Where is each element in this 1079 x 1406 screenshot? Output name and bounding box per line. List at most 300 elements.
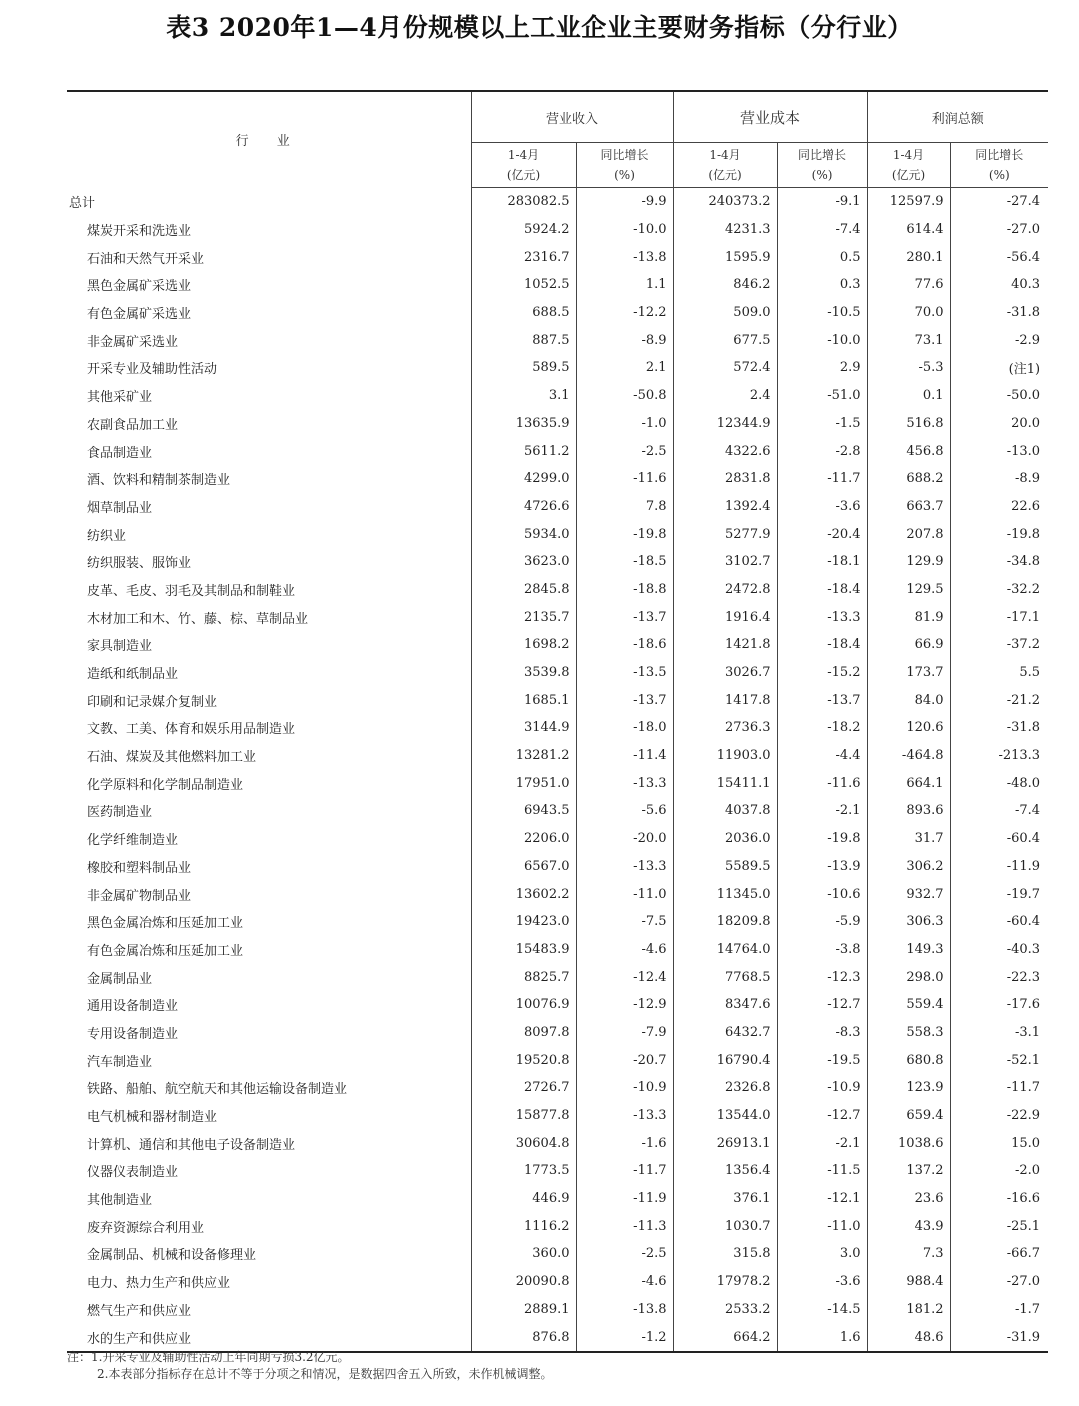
table-cell: -12.1 [777,1185,867,1213]
table-cell: 3102.7 [673,548,777,576]
table-row [67,1296,1048,1324]
table-row [67,1019,1048,1047]
table-cell: 11345.0 [673,880,777,908]
industry-name: 废弃资源综合利用业 [67,1212,471,1240]
table-cell: 5277.9 [673,520,777,548]
table-cell: 2135.7 [471,603,576,631]
table-cell: 20.0 [1011,415,1041,431]
table-cell: 1595.9 [673,243,777,271]
table-cell: 8347.6 [673,991,777,1019]
table-cell: -13.8 [576,243,673,271]
industry-name: 仪器仪表制造业 [67,1157,471,1185]
table-cell: -11.9 [1006,858,1041,874]
table-cell: 13602.2 [471,880,576,908]
table-cell: 376.1 [673,1185,777,1213]
table-cell: 4299.0 [471,465,576,493]
table-row [67,1074,1048,1102]
table-cell: 2206.0 [471,825,576,853]
table-cell: 6943.5 [471,797,576,825]
industry-name: 食品制造业 [67,437,471,465]
table-cell: 7.8 [576,493,673,521]
table-cell: 73.1 [867,326,950,354]
table-cell: 1.6 [777,1323,867,1352]
table-cell: 149.3 [867,936,950,964]
financial-indicators-table [67,90,1048,1353]
table-cell: -12.2 [576,299,673,327]
table-cell: 360.0 [471,1240,576,1268]
table-cell: -13.3 [576,853,673,881]
table-cell: -17.6 [1006,997,1041,1013]
table-row [67,243,1048,271]
sub-header-value [471,143,576,188]
table-cell: 13544.0 [673,1102,777,1130]
table-cell: 19423.0 [471,908,576,936]
table-row [67,853,1048,881]
table-row [67,742,1048,770]
table-cell: 7.3 [867,1240,950,1268]
sub-header-growth [950,143,1048,188]
table-cell: -19.5 [777,1046,867,1074]
table-cell: 456.8 [867,437,950,465]
table-cell: 13281.2 [471,742,576,770]
table-cell: 1038.6 [867,1129,950,1157]
table-cell: 887.5 [471,326,576,354]
table-cell: -7.4 [1014,803,1041,819]
industry-name: 有色金属冶炼和压延加工业 [67,936,471,964]
table-row [67,576,1048,604]
table-cell: -464.8 [867,742,950,770]
table-cell: -10.9 [777,1074,867,1102]
table-cell: -18.1 [777,548,867,576]
table-cell: -60.4 [1006,914,1041,930]
table-cell: 663.7 [867,493,950,521]
table-cell: -18.0 [576,714,673,742]
table-cell: 8825.7 [471,963,576,991]
table-cell: -18.5 [576,548,673,576]
table-cell: -31.8 [1006,720,1041,736]
table-cell: -14.5 [777,1296,867,1324]
industry-name: 其他采矿业 [67,382,471,410]
table-cell: -10.6 [777,880,867,908]
table-cell: -12.9 [576,991,673,1019]
table-cell: 15483.9 [471,936,576,964]
industry-name: 石油和天然气开采业 [67,243,471,271]
table-cell: -13.7 [777,686,867,714]
table-cell: -37.2 [1006,637,1041,653]
sub-header-unit: (亿元) [708,168,742,182]
table-cell: 6432.7 [673,1019,777,1047]
table-cell: 1421.8 [673,631,777,659]
table-cell: -19.8 [1006,526,1041,542]
table-cell: -4.6 [576,936,673,964]
table-cell: 8097.8 [471,1019,576,1047]
industry-name: 煤炭开采和洗选业 [67,216,471,244]
industry-name: 石油、煤炭及其他燃料加工业 [67,742,471,770]
table-cell: -3.1 [1014,1024,1041,1040]
table-cell: -17.1 [1006,609,1041,625]
table-cell: -12.3 [777,963,867,991]
table-cell: -18.4 [777,631,867,659]
table-cell: 77.6 [867,271,950,299]
table-cell: -12.4 [576,963,673,991]
table-cell: -22.3 [1006,969,1041,985]
table-row [67,299,1048,327]
table-cell: 509.0 [673,299,777,327]
table-cell: -27.0 [1006,222,1041,238]
table-cell: 1685.1 [471,686,576,714]
industry-name: 农副食品加工业 [67,410,471,438]
table-cell: -18.6 [576,631,673,659]
table-cell: 5611.2 [471,437,576,465]
table-cell: 558.3 [867,1019,950,1047]
table-row [67,603,1048,631]
table-cell: 18209.8 [673,908,777,936]
table-cell: 207.8 [867,520,950,548]
table-cell: 1773.5 [471,1157,576,1185]
industry-name: 非金属矿物制品业 [67,880,471,908]
industry-name: 黑色金属矿采选业 [67,271,471,299]
table-cell: 3539.8 [471,659,576,687]
table-cell: 30604.8 [471,1129,576,1157]
industry-name: 纺织业 [67,520,471,548]
table-cell: 306.3 [867,908,950,936]
table-cell: -13.0 [1006,443,1041,459]
table-row [67,326,1048,354]
footnote-1: 注：1.开采专业及辅助性活动上年同期亏损3.2亿元。 [67,1350,350,1364]
table-cell: 15411.1 [673,769,777,797]
industry-name: 酒、饮料和精制茶制造业 [67,465,471,493]
sub-header-growth-label: 同比增长 [798,148,847,162]
table-cell: 659.4 [867,1102,950,1130]
table-cell: -9.9 [576,188,673,216]
table-cell: -18.8 [576,576,673,604]
table-cell: 3144.9 [471,714,576,742]
industry-name: 化学纤维制造业 [67,825,471,853]
table-cell: 31.7 [867,825,950,853]
table-cell: 84.0 [867,686,950,714]
table-cell: 846.2 [673,271,777,299]
table-cell: -11.7 [777,465,867,493]
table-cell: 81.9 [867,603,950,631]
table-cell: -2.5 [576,1240,673,1268]
table-cell: 876.8 [471,1323,576,1352]
table-row [67,1212,1048,1240]
table-cell: 2533.2 [673,1296,777,1324]
table-cell: -32.2 [1006,581,1041,597]
sub-header-value [867,143,950,188]
table-cell: -10.0 [576,216,673,244]
industry-name: 电气机械和器材制造业 [67,1102,471,1130]
table-cell: -2.9 [1014,332,1041,348]
table-cell: -31.9 [950,1323,1048,1352]
industry-name: 造纸和纸制品业 [67,659,471,687]
table-cell: -1.5 [777,410,867,438]
table-row [67,271,1048,299]
table-cell: 1356.4 [673,1157,777,1185]
total-row [67,188,1048,216]
industry-name: 电力、热力生产和供应业 [67,1268,471,1296]
table-cell: 572.4 [673,354,777,382]
table-cell: -8.3 [777,1019,867,1047]
table-cell: -1.2 [576,1323,673,1352]
industry-name: 家具制造业 [67,631,471,659]
table-cell: -18.4 [777,576,867,604]
table-cell: 129.9 [867,548,950,576]
table-cell: 7768.5 [673,963,777,991]
table-cell: 2736.3 [673,714,777,742]
table-row [67,493,1048,521]
table-cell: -2.8 [777,437,867,465]
table-cell: -12.7 [777,991,867,1019]
table-cell: -11.0 [777,1212,867,1240]
table-cell: 680.8 [867,1046,950,1074]
table-cell: 5.5 [1019,665,1041,681]
table-cell: 559.4 [867,991,950,1019]
table-cell: 3.0 [777,1240,867,1268]
table-cell: 2472.8 [673,576,777,604]
table-row [67,1268,1048,1296]
table-row [67,465,1048,493]
footnotes [67,1349,552,1383]
table-cell: -50.0 [1006,388,1041,404]
table-cell: 306.2 [867,853,950,881]
table-row [67,963,1048,991]
table-cell: (注1) [1008,362,1041,378]
table-cell: -34.8 [1006,554,1041,570]
table-cell: -11.7 [1006,1080,1041,1096]
table-cell: -60.4 [1006,831,1041,847]
table-cell: -11.5 [777,1157,867,1185]
table-cell: -19.8 [777,825,867,853]
industry-name: 橡胶和塑料制品业 [67,853,471,881]
table-cell: -10.5 [777,299,867,327]
table-row [67,1102,1048,1130]
table-cell: -10.9 [576,1074,673,1102]
cost-header: 营业成本 [673,91,867,143]
table-cell: 932.7 [867,880,950,908]
table-cell: -13.7 [576,686,673,714]
table-cell: -1.0 [576,410,673,438]
table-row [67,1157,1048,1185]
table-cell: 129.5 [867,576,950,604]
table-row [67,1129,1048,1157]
table-row [67,354,1048,382]
table-cell: 1052.5 [471,271,576,299]
table-cell: 446.9 [471,1185,576,1213]
table-cell: -13.7 [576,603,673,631]
table-cell: 664.1 [867,769,950,797]
industry-name: 印刷和记录媒介复制业 [67,686,471,714]
table-row [67,908,1048,936]
table-cell: -13.3 [576,769,673,797]
table-cell: 5589.5 [673,853,777,881]
table-cell: 2889.1 [471,1296,576,1324]
table-cell: -52.1 [1006,1052,1041,1068]
table-cell: 4322.6 [673,437,777,465]
sub-header-growth-label: 同比增长 [600,148,649,162]
table-row [67,825,1048,853]
industry-name: 医药制造业 [67,797,471,825]
table-cell: 1116.2 [471,1212,576,1240]
table-cell: 5934.0 [471,520,576,548]
table-cell: 12344.9 [673,410,777,438]
table-cell: -13.9 [777,853,867,881]
table-row [67,1046,1048,1074]
table-cell: 2845.8 [471,576,576,604]
table-cell: 298.0 [867,963,950,991]
revenue-header: 营业收入 [471,91,673,143]
table-cell: 614.4 [867,216,950,244]
table-cell: 0.5 [777,243,867,271]
table-cell: -11.9 [576,1185,673,1213]
sub-header-growth-unit: (%) [811,168,833,182]
table-row [67,1323,1048,1352]
industry-name: 有色金属矿采选业 [67,299,471,327]
sub-header-value [673,143,777,188]
table-cell: -20.4 [777,520,867,548]
table-cell: -31.8 [1006,305,1041,321]
sub-header-period: 1-4月 [709,148,741,162]
sub-header-growth-label: 同比增长 [975,148,1024,162]
industry-name: 专用设备制造业 [67,1019,471,1047]
table-cell: -2.5 [576,437,673,465]
industry-name: 非金属矿采选业 [67,326,471,354]
table-cell: -5.6 [576,797,673,825]
table-cell: 137.2 [867,1157,950,1185]
table-cell: -5.9 [777,908,867,936]
industry-name: 汽车制造业 [67,1046,471,1074]
footnote-2: 2.本表部分指标存在总计不等于分项之和情况，是数据四舍五入所致，未作机械调整。 [97,1367,553,1381]
table-cell: -22.9 [1006,1108,1041,1124]
table-cell: 43.9 [867,1212,950,1240]
industry-name: 燃气生产和供应业 [67,1296,471,1324]
table-row [67,880,1048,908]
industry-name: 文教、工美、体育和娱乐用品制造业 [67,714,471,742]
industry-name: 其他制造业 [67,1185,471,1213]
table-cell: -19.8 [576,520,673,548]
table-cell: 4037.8 [673,797,777,825]
table-cell: -9.1 [777,188,867,216]
table-row [67,410,1048,438]
table-row [67,769,1048,797]
table-cell: 0.1 [867,382,950,410]
table-title: 表3 2020年1—4月份规模以上工业企业主要财务指标（分行业） [166,13,913,42]
table-cell: -48.0 [1006,775,1041,791]
industry-name: 水的生产和供应业 [67,1323,471,1352]
table-cell: 2036.0 [673,825,777,853]
table-row [67,437,1048,465]
table-cell: -3.8 [777,936,867,964]
table-cell: 4726.6 [471,493,576,521]
table-row [67,936,1048,964]
table-cell: 1.1 [576,271,673,299]
table-cell: 688.5 [471,299,576,327]
table-cell: 120.6 [867,714,950,742]
table-cell: -20.7 [576,1046,673,1074]
table-cell: 13635.9 [471,410,576,438]
table-cell: 283082.5 [471,188,576,216]
table-cell: 70.0 [867,299,950,327]
table-cell: -56.4 [1006,249,1041,265]
table-cell: 2.4 [673,382,777,410]
table-cell: 14764.0 [673,936,777,964]
table-cell: 19520.8 [471,1046,576,1074]
industry-name: 金属制品业 [67,963,471,991]
sub-header-period: 1-4月 [892,148,925,162]
table-cell: 48.6 [867,1323,950,1352]
table-row [67,548,1048,576]
table-cell: 1392.4 [673,493,777,521]
table-cell: -8.9 [1014,471,1041,487]
industry-header: 行 业 [67,91,471,188]
table-cell: 6567.0 [471,853,576,881]
table-cell: -7.5 [576,908,673,936]
table-cell: -1.6 [576,1129,673,1157]
table-cell: 1417.8 [673,686,777,714]
table-cell: 3623.0 [471,548,576,576]
table-cell: -7.4 [777,216,867,244]
table-cell: -13.8 [576,1296,673,1324]
table-cell: 40.3 [1011,277,1041,293]
table-cell: -1.7 [1014,1301,1041,1317]
table-cell: 240373.2 [673,188,777,216]
table-cell: 1916.4 [673,603,777,631]
table-cell: -13.5 [576,659,673,687]
profit-header: 利润总额 [867,91,1048,143]
industry-name: 木材加工和木、竹、藤、棕、草制品业 [67,603,471,631]
table-cell: -11.7 [576,1157,673,1185]
table-cell: -21.2 [1006,692,1041,708]
industry-name: 烟草制品业 [67,493,471,521]
table-cell: -7.9 [576,1019,673,1047]
table-cell: 516.8 [867,410,950,438]
table-cell: 66.9 [867,631,950,659]
table-cell: -11.0 [576,880,673,908]
table-cell: -11.6 [777,769,867,797]
table-cell: 123.9 [867,1074,950,1102]
sub-header-unit: (亿元) [891,168,926,182]
table-cell: 15.0 [1011,1135,1041,1151]
sub-header-growth [777,143,867,188]
table-cell: 1698.2 [471,631,576,659]
table-cell: 2831.8 [673,465,777,493]
industry-name: 铁路、船舶、航空航天和其他运输设备制造业 [67,1074,471,1102]
sub-header-period: 1-4月 [507,148,540,162]
table-cell: -2.1 [777,797,867,825]
industry-name: 纺织服装、服饰业 [67,548,471,576]
table-cell: 181.2 [867,1296,950,1324]
table-cell: -66.7 [1006,1246,1041,1262]
table-row [67,1185,1048,1213]
table-row [67,216,1048,244]
table-cell: 16790.4 [673,1046,777,1074]
table-cell: 315.8 [673,1240,777,1268]
table-cell: -3.6 [777,1268,867,1296]
table-cell: 0.3 [777,271,867,299]
table-cell: 10076.9 [471,991,576,1019]
table-cell: 589.5 [471,354,576,382]
table-cell: -11.3 [576,1212,673,1240]
table-cell: 12597.9 [867,188,950,216]
table-row [67,1240,1048,1268]
table-cell: 893.6 [867,797,950,825]
table-cell: -11.6 [576,465,673,493]
table-cell: -16.6 [1006,1191,1041,1207]
table-cell: -213.3 [998,748,1041,764]
table-cell: -51.0 [777,382,867,410]
industry-name: 通用设备制造业 [67,991,471,1019]
table-cell: -2.0 [1014,1163,1041,1179]
